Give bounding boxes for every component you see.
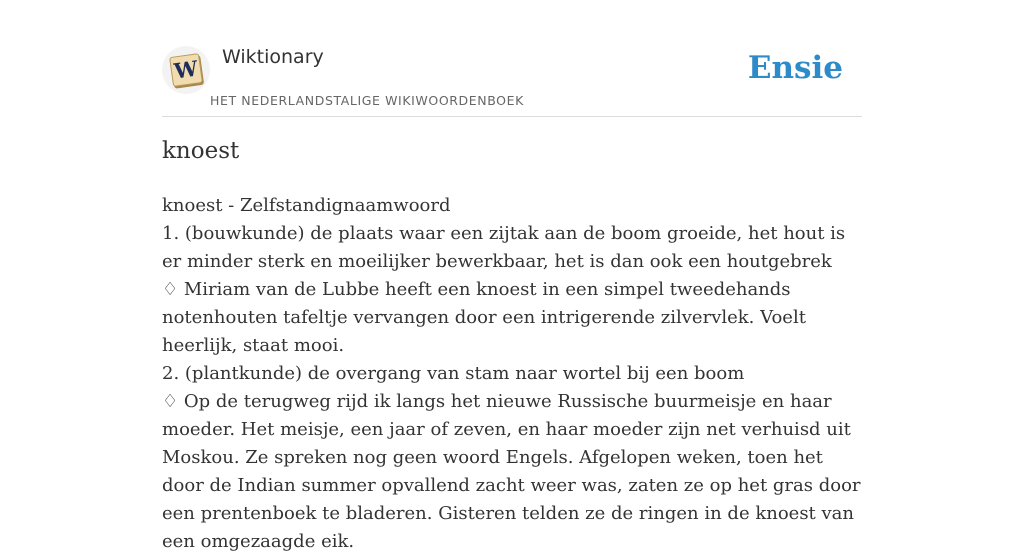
site-header <box>162 0 862 117</box>
logo-letter: W <box>172 55 200 84</box>
word-title: knoest <box>162 138 240 164</box>
sense-1-example: ♢ Miriam van de Lubbe heeft een knoest in een simpel tweedehands notenhouten tafeltje vervangen door een intrigerende zilvervlek. Voelt heerlijk, staat mooi. <box>162 279 806 356</box>
sense-1-definition: 1. (bouwkunde) de plaats waar een zijtak aan de boom groeide, het hout is er minder sterk en moeilijker bewerkbaar, het is dan ook een houtgebrek <box>162 223 846 272</box>
entry-body <box>162 192 862 556</box>
sense-2-example: ♢ Op de terugweg rijd ik langs het nieuwe Russische buurmeisje en haar moeder. Het meisje, een jaar of zeven, en haar moeder zijn net verhuisd uit Moskou. Ze spreken nog geen woord Engels. Afgelopen weken, toen het door de Indian summer opvallend zacht weer was, zaten ze op het gras door een prentenboek te bladeren. Gisteren telden ze de ringen in de knoest van een omgezaagde eik. <box>162 391 861 552</box>
entry-heading: knoest - Zelfstandignaamwoord <box>162 195 451 216</box>
wiktionary-logo-icon[interactable] <box>162 46 210 94</box>
logo-tile <box>169 53 203 87</box>
sense-2-definition: 2. (plantkunde) de overgang van stam naar wortel bij een boom <box>162 363 745 384</box>
ensie-brand-link[interactable]: Ensie <box>747 50 843 86</box>
site-tagline: HET NEDERLANDSTALIGE WIKIWOORDENBOEK <box>210 93 524 108</box>
site-name[interactable]: Wiktionary <box>222 46 324 68</box>
